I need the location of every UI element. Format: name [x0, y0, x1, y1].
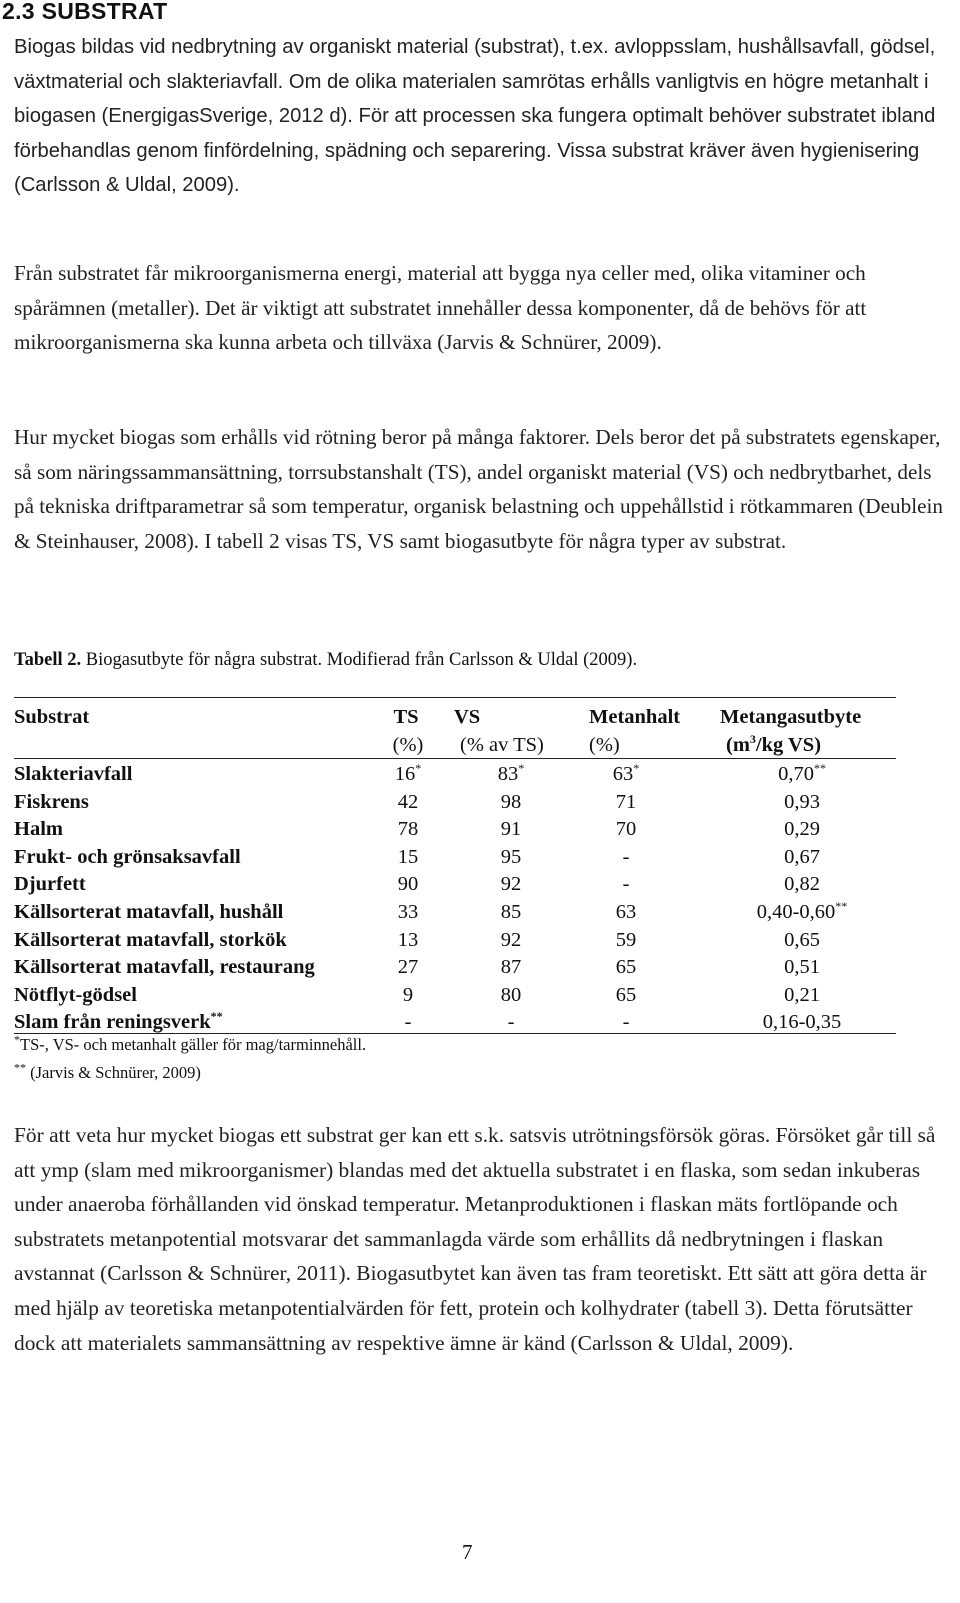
header-substrat: Substrat: [14, 706, 90, 728]
cell-ts: 42: [397, 790, 419, 813]
cell-ts: -: [404, 1011, 412, 1034]
paragraph-digestion-test: För att veta hur mycket biogas ett substrat ger kan ett s.k. satsvis utrötningsförsök göras. Försöket går till så att ymp (slam med mikroorganismer) blandas med det aktuella substratet i en flaska, som sedan inkuberas under anaeroba förhållanden vid önskad temperatur. Metanproduktionen i flaskan mäts fortlöpande och substratets metanpotential motsvarar det sammanlagda värde som erhållits då nedbrytningen i flaskan avstannat (Carlsson & Schnürer, 2011). Biogasutbytet kan även tas fram teoretiskt. Ett sätt att göra detta är med hjälp av teoretiska metanpotentialvärden för fett, protein och kolhydrater (tabell 3). Detta förutsätter dock att materialets sammansättning av respektive ämne är känd (Carlsson & Uldal, 2009).: [14, 1123, 936, 1355]
cell-metanhalt: -: [622, 1011, 630, 1034]
table-caption-text: Biogasutbyte för några substrat. Modifierad från Carlsson & Uldal (2009).: [81, 650, 638, 670]
cell-metangasutbyte: 0,40-0,60**: [756, 899, 848, 923]
table-caption-label: Tabell 2.: [14, 650, 82, 670]
page-number: 7: [462, 1540, 473, 1564]
cell-metanhalt: 70: [615, 818, 637, 841]
cell-metanhalt: 63: [615, 901, 637, 923]
cell-substrat: Källsorterat matavfall, restaurang: [14, 956, 315, 979]
cell-vs: 85: [500, 901, 522, 923]
cell-metangasutbyte: 0,65: [784, 928, 820, 951]
cell-metanhalt: 65: [615, 983, 637, 1006]
cell-substrat: Slakteriavfall: [14, 763, 133, 785]
table-bottom-rule: [14, 1033, 896, 1034]
cell-metangasutbyte: 0,51: [784, 956, 820, 979]
cell-metangasutbyte: 0,16-0,35: [762, 1011, 842, 1034]
cell-substrat: Källsorterat matavfall, storkök: [14, 928, 287, 951]
cell-ts: 9: [402, 983, 414, 1006]
cell-vs: -: [507, 1011, 515, 1034]
header-metangasutbyte-unit: ($m^3/kg$ VS): [726, 732, 822, 756]
cell-substrat: Fiskrens: [14, 790, 89, 813]
cell-ts: 90: [397, 873, 419, 896]
cell-metangasutbyte: 0,93: [784, 790, 820, 813]
cell-vs: 95: [500, 845, 522, 868]
cell-vs: 87: [500, 956, 522, 979]
header-vs-unit: (% av TS): [460, 734, 544, 756]
cell-vs: 80: [500, 983, 522, 1006]
table-footnote-1: *TS-, VS- och metanhalt gäller för mag/tarminnehåll.: [14, 1032, 367, 1054]
cell-vs: 91: [500, 818, 522, 841]
header-ts: TS: [393, 706, 419, 728]
cell-metanhalt: 63*: [612, 761, 640, 785]
table-header-rule: [14, 758, 896, 759]
paragraph-intro: Biogas bildas vid nedbrytning av organiskt material (substrat), t.ex. avloppsslam, hushållsavfall, gödsel, växtmaterial och slakteriavfall. Om de olika materialen samrötas erhålls vanligtvis en högre metanhalt i biogasen (EnergigasSverige, 2012 d). För att processen ska fungera optimalt behöver substratet ibland förbehandlas genom finfördelning, spädning och separering. Vissa substrat kräver även hygienisering (Carlsson & Uldal, 2009).: [14, 36, 936, 197]
cell-vs: 92: [500, 873, 522, 896]
header-metanhalt: Metanhalt: [589, 706, 681, 728]
cell-metangasutbyte: 0,29: [784, 818, 820, 841]
cell-ts: 13: [397, 928, 419, 951]
paragraph-factors: Hur mycket biogas som erhålls vid rötning beror på många faktorer. Dels beror det på substratets egenskaper, så som näringssammansättning, torrsubstanshalt (TS), andel organiskt material (VS) och nedbrytbarhet, dels på tekniska driftparametrar så som temperatur, organisk belastning och uppehållstid i rötkammaren (Deublein & Steinhauser, 2008). I tabell 2 visas TS, VS samt biogasutbyte för några typer av substrat.: [14, 425, 943, 553]
cell-metanhalt: 65: [615, 956, 637, 979]
cell-ts: 15: [397, 845, 419, 868]
paragraph-microorganisms: Från substratet får mikroorganismerna energi, material att bygga nya celler med, olika vitaminer och spårämnen (metaller). Det är viktigt att substratet innehåller dessa komponenter, då de behövs för att mikroorganismerna ska kunna arbeta och tillväxa (Jarvis & Schnürer, 2009).: [14, 261, 867, 355]
cell-metangasutbyte: 0,21: [784, 983, 820, 1006]
cell-metanhalt: -: [622, 873, 630, 896]
table-caption: [14, 650, 637, 671]
cell-substrat: Halm: [14, 818, 63, 841]
header-vs: VS: [454, 706, 481, 728]
cell-substrat: Frukt- och grönsaksavfall: [14, 845, 241, 868]
cell-ts: 27: [397, 956, 419, 979]
table-footnote-2: ** (Jarvis & Schnürer, 2009): [14, 1060, 201, 1082]
cell-metangasutbyte: 0,67: [784, 845, 820, 868]
cell-metangasutbyte: 0,70**: [778, 761, 826, 785]
cell-substrat: Djurfett: [14, 873, 86, 896]
cell-metanhalt: 71: [615, 790, 637, 813]
cell-vs: 98: [500, 790, 522, 813]
header-metanhalt-unit: (%): [589, 734, 620, 756]
cell-metangasutbyte: 0,82: [784, 873, 820, 896]
table-top-rule: [14, 697, 896, 698]
header-ts-unit: (%): [392, 734, 424, 756]
section-heading: 2.3 SUBSTRAT: [2, 0, 168, 24]
cell-substrat: Källsorterat matavfall, hushåll: [14, 901, 284, 923]
header-metangasutbyte: Metangasutbyte: [720, 706, 862, 728]
cell-substrat: Slam från reningsverk**: [14, 1009, 223, 1034]
cell-ts: 78: [397, 818, 419, 841]
cell-vs: 92: [500, 928, 522, 951]
cell-vs: 83*: [497, 761, 525, 785]
cell-metanhalt: 59: [615, 928, 637, 951]
cell-substrat: Nötflyt-gödsel: [14, 983, 137, 1006]
cell-metanhalt: -: [622, 845, 630, 868]
cell-ts: 33: [397, 901, 419, 923]
cell-ts: 16*: [394, 761, 422, 785]
